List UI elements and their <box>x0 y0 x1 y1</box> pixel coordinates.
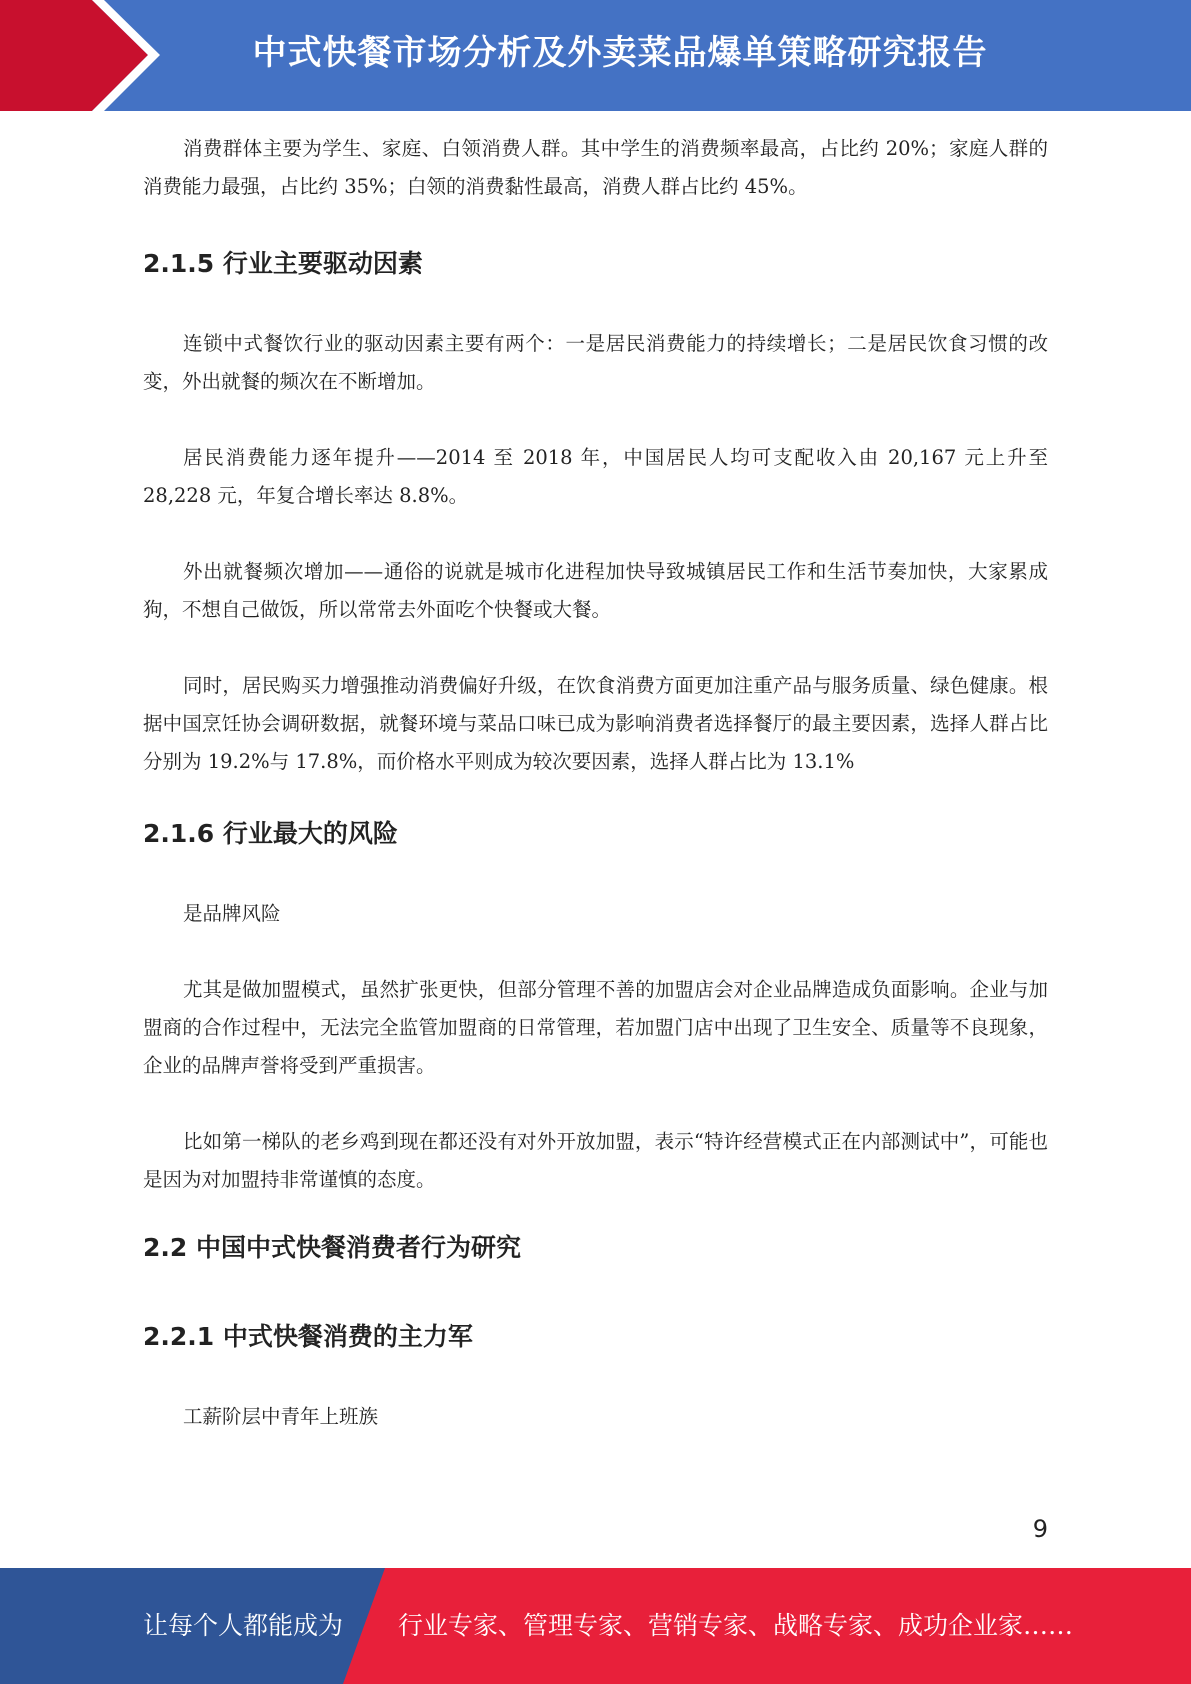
paragraph-brand-risk: 是品牌风险 <box>183 902 281 925</box>
paragraph-franchise-risk: 尤其是做加盟模式，虽然扩张更快，但部分管理不善的加盟店会对企业品牌造成负面影响。企业与加盟商的合作过程中，无法完全监管加盟商的日常管理，若加盟门店中出现了卫生安全、质量等不良现象，企业的品牌声誉将受到严重损害。 <box>143 978 1048 1077</box>
heading-2-2: 2.2 中国中式快餐消费者行为研究 <box>143 1233 521 1262</box>
footer-slogan-right: 行业专家、管理专家、营销专家、战略专家、成功企业家…… <box>398 1611 1074 1640</box>
paragraph-laoxiangji-example: 比如第一梯队的老乡鸡到现在都还没有对外开放加盟，表示“特许经营模式正在内部测试中”，可能也是因为对加盟持非常谨慎的态度。 <box>143 1130 1048 1191</box>
paragraph-income-growth: 居民消费能力逐年提升——2014 至 2018 年，中国居民人均可支配收入由 20,167 元上升至 28,228 元，年复合增长率达 8.8%。 <box>143 446 1048 507</box>
paragraph-driving-factors: 连锁中式餐饮行业的驱动因素主要有两个：一是居民消费能力的持续增长；二是居民饮食习惯的改变，外出就餐的频次在不断增加。 <box>143 332 1048 393</box>
page-number: 9 <box>1032 1515 1048 1543</box>
report-title: 中式快餐市场分析及外卖菜品爆单策略研究报告 <box>252 33 988 73</box>
page-footer <box>0 1568 1191 1684</box>
page-header <box>0 0 1191 111</box>
heading-2-2-1: 2.2.1 中式快餐消费的主力军 <box>143 1322 473 1351</box>
footer-slogan-left: 让每个人都能成为 <box>143 1611 344 1640</box>
heading-2-1-6: 2.1.6 行业最大的风险 <box>143 819 398 848</box>
paragraph-consumer-groups: 消费群体主要为学生、家庭、白领消费人群。其中学生的消费频率最高，占比约 20%；家庭人群的消费能力最强，占比约 35%；白领的消费黏性最高，消费人群占比约 45%。 <box>143 137 1048 198</box>
heading-2-1-5: 2.1.5 行业主要驱动因素 <box>143 249 423 278</box>
paragraph-consumption-upgrade: 同时，居民购买力增强推动消费偏好升级，在饮食消费方面更加注重产品与服务质量、绿色健康。根据中国烹饪协会调研数据，就餐环境与菜品口味已成为影响消费者选择餐厅的最主要因素，选择人群占比分别为 19.2%与 17.8%，而价格水平则成为较次要因素，选择人群占比为 13.1% <box>143 674 1048 773</box>
paragraph-main-consumers: 工薪阶层中青年上班族 <box>183 1405 379 1428</box>
paragraph-dining-out: 外出就餐频次增加——通俗的说就是城市化进程加快导致城镇居民工作和生活节奏加快，大家累成狗，不想自己做饭，所以常常去外面吃个快餐或大餐。 <box>143 560 1048 621</box>
